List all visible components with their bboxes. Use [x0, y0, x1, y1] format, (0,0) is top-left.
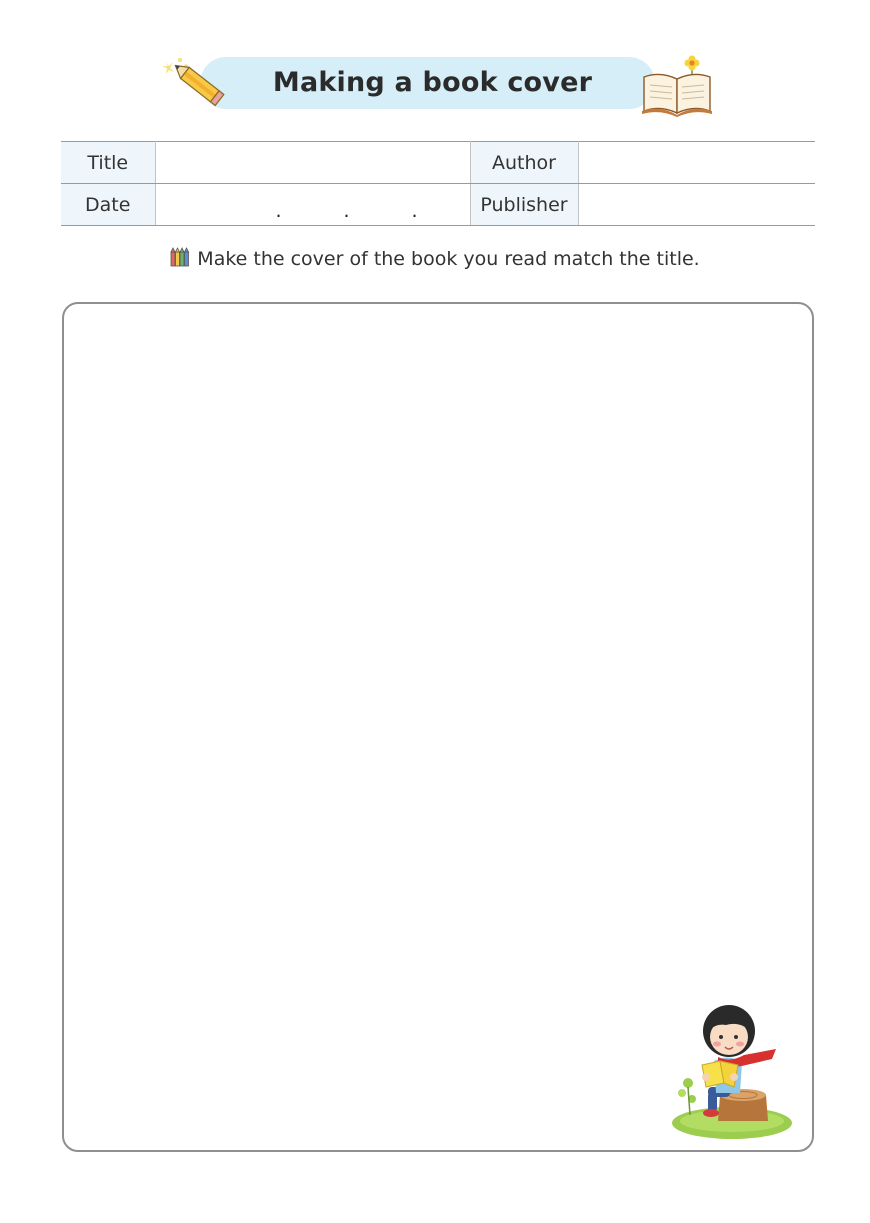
girl-reading-illustration — [668, 995, 800, 1145]
date-separator: . — [275, 200, 282, 222]
date-separator: . — [343, 200, 350, 222]
crayons-icon — [170, 247, 190, 267]
instruction-text: Make the cover of the book you read match the title. — [197, 248, 700, 270]
title-field[interactable] — [155, 142, 470, 184]
author-label: Author — [470, 142, 578, 184]
publisher-field[interactable] — [578, 184, 815, 226]
date-field[interactable] — [155, 184, 470, 226]
table-row — [61, 142, 815, 184]
author-field[interactable] — [578, 142, 815, 184]
book-info-table — [61, 141, 815, 226]
publisher-label: Publisher — [470, 184, 578, 226]
table-row — [61, 184, 815, 226]
title-label: Title — [61, 142, 155, 184]
date-label: Date — [61, 184, 155, 226]
date-separator: . — [411, 200, 418, 222]
page-title: Making a book cover — [272, 67, 593, 98]
instruction — [0, 247, 870, 270]
open-book-icon — [640, 55, 714, 117]
